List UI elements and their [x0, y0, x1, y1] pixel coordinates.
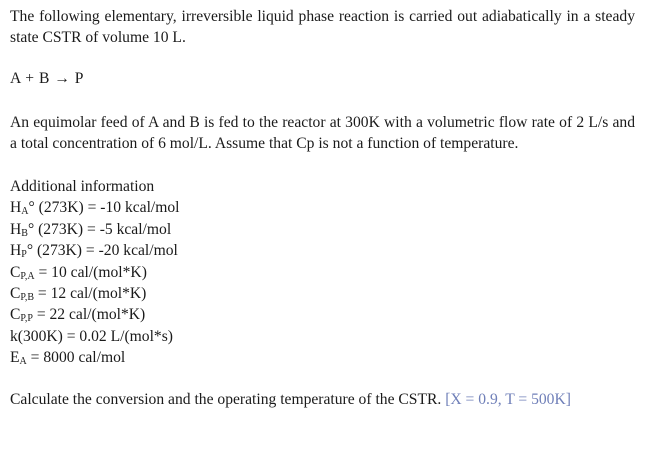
- info-symbol: H: [10, 242, 22, 260]
- info-subscript: P: [21, 249, 27, 261]
- info-subscript: P,B: [20, 292, 35, 304]
- info-value: ° (273K) = -10 kcal/mol: [28, 199, 180, 217]
- reaction-equation: A + B → P: [10, 70, 84, 87]
- info-symbol: C: [10, 263, 21, 281]
- info-symbol: E: [10, 349, 20, 367]
- question-text: Calculate the conversion and the operating temperature of the CSTR.: [10, 390, 442, 408]
- feed-paragraph: An equimolar feed of A and B is fed to the reactor at 300K with a volumetric flow rate of 2 L/s and a total concentration of 6 mol/L. Assume that Cp is not a function of temperature.: [10, 114, 635, 152]
- info-symbol: H: [10, 220, 22, 238]
- info-line: [10, 262, 635, 283]
- info-symbol: C: [10, 285, 21, 303]
- info-subscript: P,P: [20, 313, 33, 325]
- info-subscript: A: [19, 356, 27, 368]
- info-subscript: B: [21, 227, 28, 239]
- intro-paragraph: The following elementary, irreversible liquid phase reaction is carried out adiabatically in a steady state CSTR of volume 10 L.: [10, 8, 635, 46]
- info-value: = 10 cal/(mol*K): [34, 263, 147, 281]
- question-line: [10, 389, 635, 410]
- info-subscript: A: [21, 206, 29, 218]
- info-value: ° (273K) = -5 kcal/mol: [27, 220, 172, 238]
- info-line: [10, 347, 635, 368]
- answer-text: [X = 0.9, T = 500K]: [445, 390, 571, 408]
- info-line: [10, 197, 635, 218]
- info-value: k(300K) = 0.02 L/(mol*s): [10, 327, 173, 345]
- info-value: = 22 cal/(mol*K): [32, 306, 146, 324]
- info-line: [10, 283, 635, 304]
- info-symbol: H: [10, 199, 22, 217]
- info-line: [10, 326, 635, 347]
- info-subscript: P,A: [20, 270, 35, 282]
- info-value: = 8000 cal/mol: [26, 349, 126, 367]
- info-line: [10, 240, 635, 261]
- info-heading: Additional information: [10, 178, 155, 195]
- info-line: [10, 219, 635, 240]
- info-list: [10, 197, 635, 368]
- problem-document: [10, 6, 635, 410]
- additional-information: [10, 176, 635, 369]
- info-value: ° (273K) = -20 kcal/mol: [26, 242, 178, 260]
- info-value: = 12 cal/(mol*K): [34, 285, 147, 303]
- info-line: [10, 304, 635, 325]
- info-symbol: C: [10, 306, 21, 324]
